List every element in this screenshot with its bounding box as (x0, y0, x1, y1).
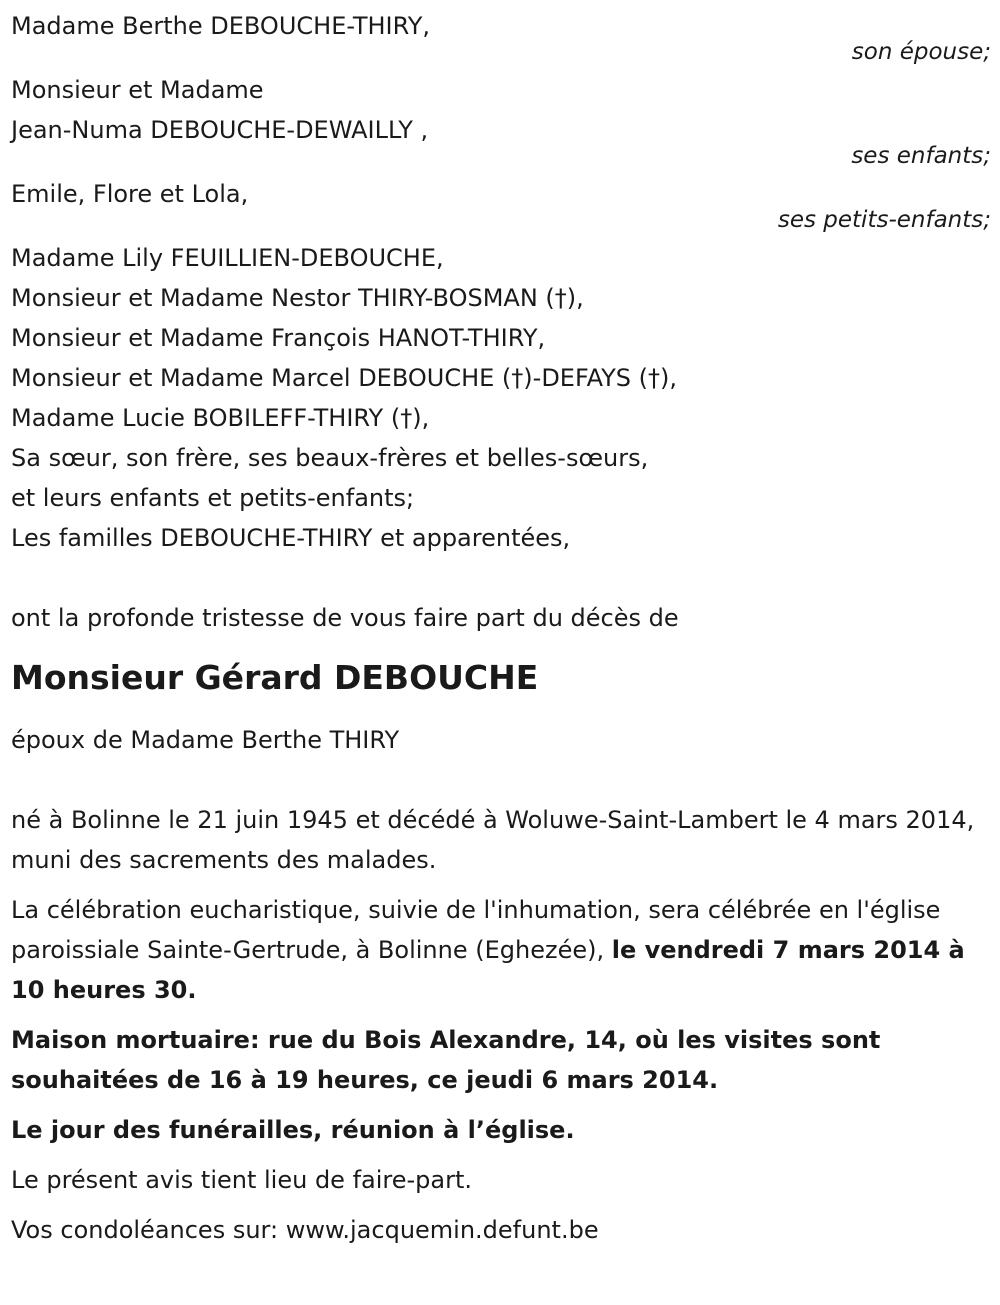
relative-line: Monsieur et Madame Marcel DEBOUCHE (†)-DEFAYS (†), (11, 364, 677, 392)
ceremony-paragraph (11, 890, 991, 1010)
announcement-text: ont la profonde tristesse de vous faire part du décès de (11, 604, 679, 632)
birth-death-text: né à Bolinne le 21 juin 1945 et décédé à Woluwe-Saint-Lambert le 4 mars 2014, muni des sacrements des malades. (11, 806, 975, 874)
ceremony-date: le vendredi 7 mars 2014 à 10 heures 30. (11, 936, 965, 1004)
relative-line: Madame Lily FEUILLIEN-DEBOUCHE, (11, 244, 444, 272)
condolences-text: Vos condoléances sur: www.jacquemin.defunt.be (11, 1216, 599, 1244)
spouse-role: son épouse; (851, 39, 991, 65)
children-line-1: Monsieur et Madame (11, 76, 264, 104)
relative-line: Monsieur et Madame Nestor THIRY-BOSMAN (†), (11, 284, 584, 312)
relative-line: Monsieur et Madame François HANOT-THIRY, (11, 324, 546, 352)
spouse-name: Madame Berthe DEBOUCHE-THIRY, (11, 12, 431, 40)
relative-line: et leurs enfants et petits-enfants; (11, 484, 415, 512)
spouse-of-text: époux de Madame Berthe THIRY (11, 726, 400, 754)
relative-line: Les familles DEBOUCHE-THIRY et apparentées, (11, 524, 571, 552)
ceremony-text: La célébration eucharistique, suivie de l'inhumation, sera célébrée en l'église paroissiale Sainte-Gertrude, à Bolinne (Eghezée), (11, 896, 941, 964)
grandchildren-names: Emile, Flore et Lola, (11, 180, 249, 208)
grandchildren-role: ses petits-enfants; (777, 207, 991, 233)
notice-text: Le présent avis tient lieu de faire-part. (11, 1166, 473, 1194)
deceased-name: Monsieur Gérard DEBOUCHE (11, 658, 539, 697)
meeting-text: Le jour des funérailles, réunion à l’église. (11, 1116, 575, 1144)
children-role: ses enfants; (851, 143, 991, 169)
death-notice (11, 6, 991, 1260)
relative-line: Madame Lucie BOBILEFF-THIRY (†), (11, 404, 430, 432)
relatives-list (11, 238, 991, 558)
funeral-home-text: Maison mortuaire: rue du Bois Alexandre, 14, où les visites sont souhaitées de 16 à 19 heures, ce jeudi 6 mars 2014. (11, 1026, 881, 1094)
children-line-2: Jean-Numa DEBOUCHE-DEWAILLY , (11, 116, 429, 144)
relative-line: Sa sœur, son frère, ses beaux-frères et belles-sœurs, (11, 444, 649, 472)
